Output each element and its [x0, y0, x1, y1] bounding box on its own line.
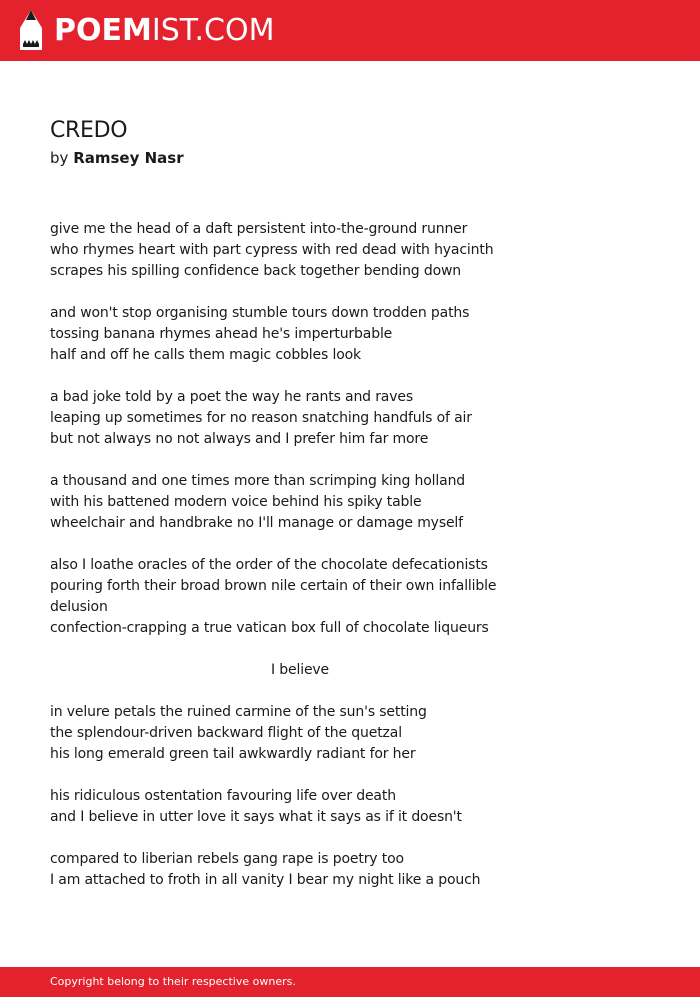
- poem-line: give me the head of a daft persistent into-the-ground runner: [50, 221, 468, 237]
- copyright-text: Copyright belong to their respective owners.: [50, 975, 296, 988]
- stanza: [50, 786, 550, 828]
- stanza: [50, 303, 550, 366]
- poem-line: half and off he calls them magic cobbles look: [50, 347, 361, 363]
- stanza: [50, 219, 550, 282]
- author-name[interactable]: Ramsey Nasr: [73, 149, 184, 167]
- poem-line: his ridiculous ostentation favouring life over death: [50, 788, 396, 804]
- site-logo-text: [54, 13, 275, 48]
- poem-line: but not always no not always and I prefer him far more: [50, 431, 429, 447]
- poem-line: I am attached to froth in all vanity I bear my night like a pouch: [50, 872, 481, 888]
- by-label: by: [50, 149, 69, 167]
- site-header: [0, 0, 700, 61]
- poem-header: [50, 117, 184, 169]
- poem-line: a thousand and one times more than scrimping king holland: [50, 473, 466, 489]
- poem-line: confection-crapping a true vatican box full of chocolate liqueurs: [50, 620, 489, 636]
- site-footer: [0, 967, 700, 997]
- poem-line: his long emerald green tail awkwardly radiant for her: [50, 746, 416, 762]
- poem-line: compared to liberian rebels gang rape is poetry too: [50, 851, 404, 867]
- poem-line: pouring forth their broad brown nile certain of their own infallible delusion: [50, 578, 497, 615]
- poem-line: with his battened modern voice behind his spiky table: [50, 494, 422, 510]
- poem-line: wheelchair and handbrake no I'll manage or damage myself: [50, 515, 463, 531]
- stanza: [50, 660, 550, 681]
- poem-line: and I believe in utter love it says what it says as if it doesn't: [50, 809, 462, 825]
- poem-line: leaping up sometimes for no reason snatching handfuls of air: [50, 410, 472, 426]
- poem-line: a bad joke told by a poet the way he rants and raves: [50, 389, 413, 405]
- poem-line: also I loathe oracles of the order of the chocolate defecationists: [50, 557, 488, 573]
- poem-body: [50, 219, 550, 912]
- pencil-icon: [18, 10, 44, 52]
- poem-line: who rhymes heart with part cypress with red dead with hyacinth: [50, 242, 494, 258]
- poem-line-centered: I believe: [270, 662, 330, 678]
- poem-line: scrapes his spilling confidence back together bending down: [50, 263, 462, 279]
- stanza: [50, 702, 550, 765]
- stanza: [50, 387, 550, 450]
- stanza: [50, 849, 550, 891]
- logo-light-text: IST.COM: [151, 13, 275, 48]
- poem-line: in velure petals the ruined carmine of the sun's setting: [50, 704, 427, 720]
- poem-line: tossing banana rhymes ahead he's imperturbable: [50, 326, 393, 342]
- poem-title: CREDO: [50, 118, 128, 143]
- stanza: [50, 471, 550, 534]
- logo-strong-text: POEM: [54, 13, 152, 48]
- site-logo[interactable]: [18, 10, 274, 52]
- stanza: [50, 555, 550, 639]
- byline: [50, 147, 184, 169]
- poem-line: the splendour-driven backward flight of the quetzal: [50, 725, 402, 741]
- poem-line: and won't stop organising stumble tours down trodden paths: [50, 305, 470, 321]
